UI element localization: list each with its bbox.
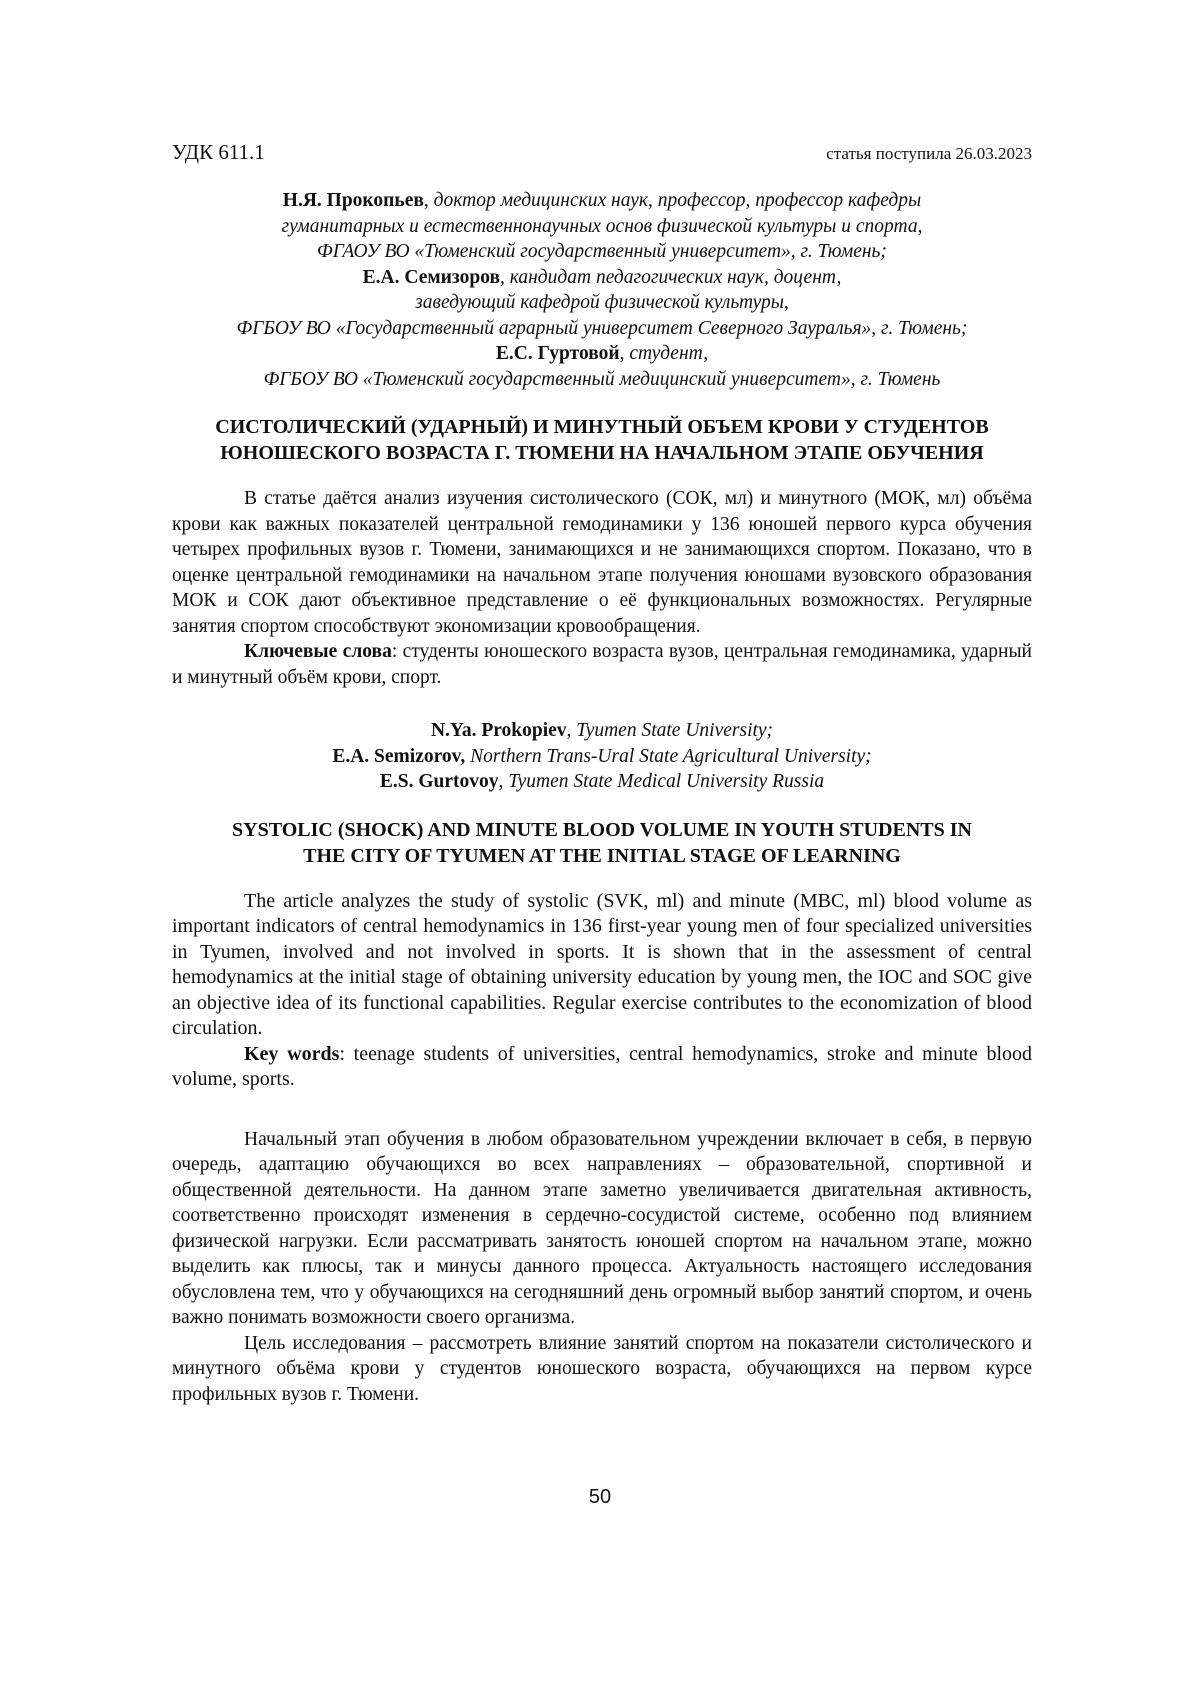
author-position: студент, — [629, 343, 709, 364]
keywords-label: Ключевые слова — [244, 641, 392, 662]
author-line — [172, 367, 1032, 393]
body-paragraph: Цель исследования – рассмотреть влияние занятий спортом на показатели систолического и минутного объёма крови у студентов юношеского возраста, обучающихся на первом курсе профильных вузов г. Тюмени. — [172, 1332, 1032, 1405]
keywords-en — [172, 1042, 1032, 1093]
author-position: заведующий кафедрой физической культуры, — [415, 292, 789, 313]
keywords-text: : teenage students of universities, central hemodynamics, stroke and minute blood volume, sports. — [172, 1042, 1032, 1090]
keywords-text: : студенты юношеского возраста вузов, центральная гемодинамика, ударный и минутный объём крови, спорт. — [172, 641, 1032, 688]
separator: , — [500, 266, 510, 288]
title-line: СИСТОЛИЧЕСКИЙ (УДАРНЫЙ) И МИНУТНЫЙ ОБЪЕМ КРОВИ У СТУДЕНТОВ — [215, 416, 989, 438]
author-name: E.A. Semizorov, — [332, 745, 466, 767]
author-affiliation: Tyumen State University; — [576, 720, 774, 741]
author-name: Е.А. Семизоров — [362, 266, 500, 288]
article-page — [172, 140, 1032, 1407]
author-affiliation: ФГБОУ ВО «Тюменский государственный медицинский университет», г. Тюмень — [263, 368, 941, 390]
author-line — [172, 341, 1032, 367]
author-position: кандидат педагогических наук, доцент, — [509, 266, 842, 288]
author-line — [172, 239, 1032, 265]
author-name: N.Ya. Prokopiev — [430, 720, 567, 741]
authors-en — [172, 718, 1032, 795]
author-line — [172, 265, 1032, 291]
separator: , — [619, 343, 630, 364]
author-name: E.S. Gurtovoy — [379, 771, 499, 792]
page-number: 50 — [588, 1486, 612, 1508]
author-line — [172, 718, 1032, 744]
author-affiliation: Tyumen State Medical University Russia — [508, 771, 825, 792]
abstract-en: The article analyzes the study of systolic (SVK, ml) and minute (MBC, ml) blood volume as important indicators of central hemodynamics in 136 first-year young men of four specialized universities in Tyumen, involved and not involved in sports. It is shown that in the assessment of central hemodynamics at the initial stage of obtaining university education by young men, the IOC and SOC give an objective idea of its functional capabilities. Regular exercise contributes to the economization of blood circulation. — [172, 889, 1032, 1039]
author-line — [172, 744, 1032, 770]
authors-ru — [172, 188, 1032, 392]
article-header — [172, 140, 1032, 170]
author-affiliation: Northern Trans-Ural State Agricultural University; — [470, 745, 872, 767]
keywords-label: Key words — [244, 1042, 340, 1065]
author-line — [172, 769, 1032, 795]
keywords-ru — [172, 639, 1032, 690]
article-title-en — [172, 817, 1032, 869]
article-title-ru — [172, 414, 1032, 466]
received-date: статья поступила 26.03.2023 — [826, 144, 1032, 163]
author-affiliation: ФГБОУ ВО «Государственный аграрный университет Северного Зауралья», г. Тюмень; — [236, 317, 968, 339]
author-position: доктор медицинских наук, профессор, профессор кафедры — [433, 190, 922, 211]
author-name: Н.Я. Прокопьев — [282, 190, 424, 211]
author-line — [172, 188, 1032, 214]
abstract-ru: В статье даётся анализ изучения систолического (СОК, мл) и минутного (МОК, мл) объёма крови как важных показателей центральной гемодинамики у 136 юношей первого курса обучения четырех профильных вузов г. Тюмени, занимающихся и не занимающихся спортом. Показано, что в оценке центральной гемодинамики на начальном этапе получения юношами вузовского образования МОК и СОК дают объективное представление о её функциональных возможностях. Регулярные занятия спортом способствуют экономизации кровообращения. — [172, 488, 1032, 637]
body-paragraph: Начальный этап обучения в любом образовательном учреждении включает в себя, в первую очередь, адаптацию обучающихся во всех направлениях – образовательной, спортивной и общественной деятельности. На данном этапе заметно увеличивается двигательная активность, соответственно происходят изменения в сердечно-сосудистой системе, особенно под влиянием физической нагрузки. Если рассматривать занятость юношей спортом на начальном этапе, можно выделить как плюсы, так и минусы данного процесса. Актуальность настоящего исследования обусловлена тем, что у обучающихся на сегодняшний день огромный выбор занятий спортом, и очень важно понимать возможности своего организма. — [172, 1128, 1032, 1328]
author-name: Е.С. Гуртовой — [495, 343, 620, 364]
author-position: гуманитарных и естественнонаучных основ физической культуры и спорта, — [281, 215, 923, 237]
title-line: THE CITY OF TYUMEN AT THE INITIAL STAGE OF LEARNING — [303, 844, 901, 867]
author-line — [172, 290, 1032, 316]
author-line — [172, 316, 1032, 342]
udk-code: УДК 611.1 — [172, 140, 265, 164]
title-line: SYSTOLIC (SHOCK) AND MINUTE BLOOD VOLUME IN YOUTH STUDENTS IN — [232, 818, 972, 841]
author-line — [172, 214, 1032, 240]
separator: , — [498, 771, 509, 792]
title-line: ЮНОШЕСКОГО ВОЗРАСТА Г. ТЮМЕНИ НА НАЧАЛЬНОМ ЭТАПЕ ОБУЧЕНИЯ — [220, 442, 984, 464]
separator: , — [423, 190, 434, 211]
author-affiliation: ФГАОУ ВО «Тюменский государственный университет», г. Тюмень; — [317, 241, 887, 262]
separator: , — [566, 720, 577, 741]
